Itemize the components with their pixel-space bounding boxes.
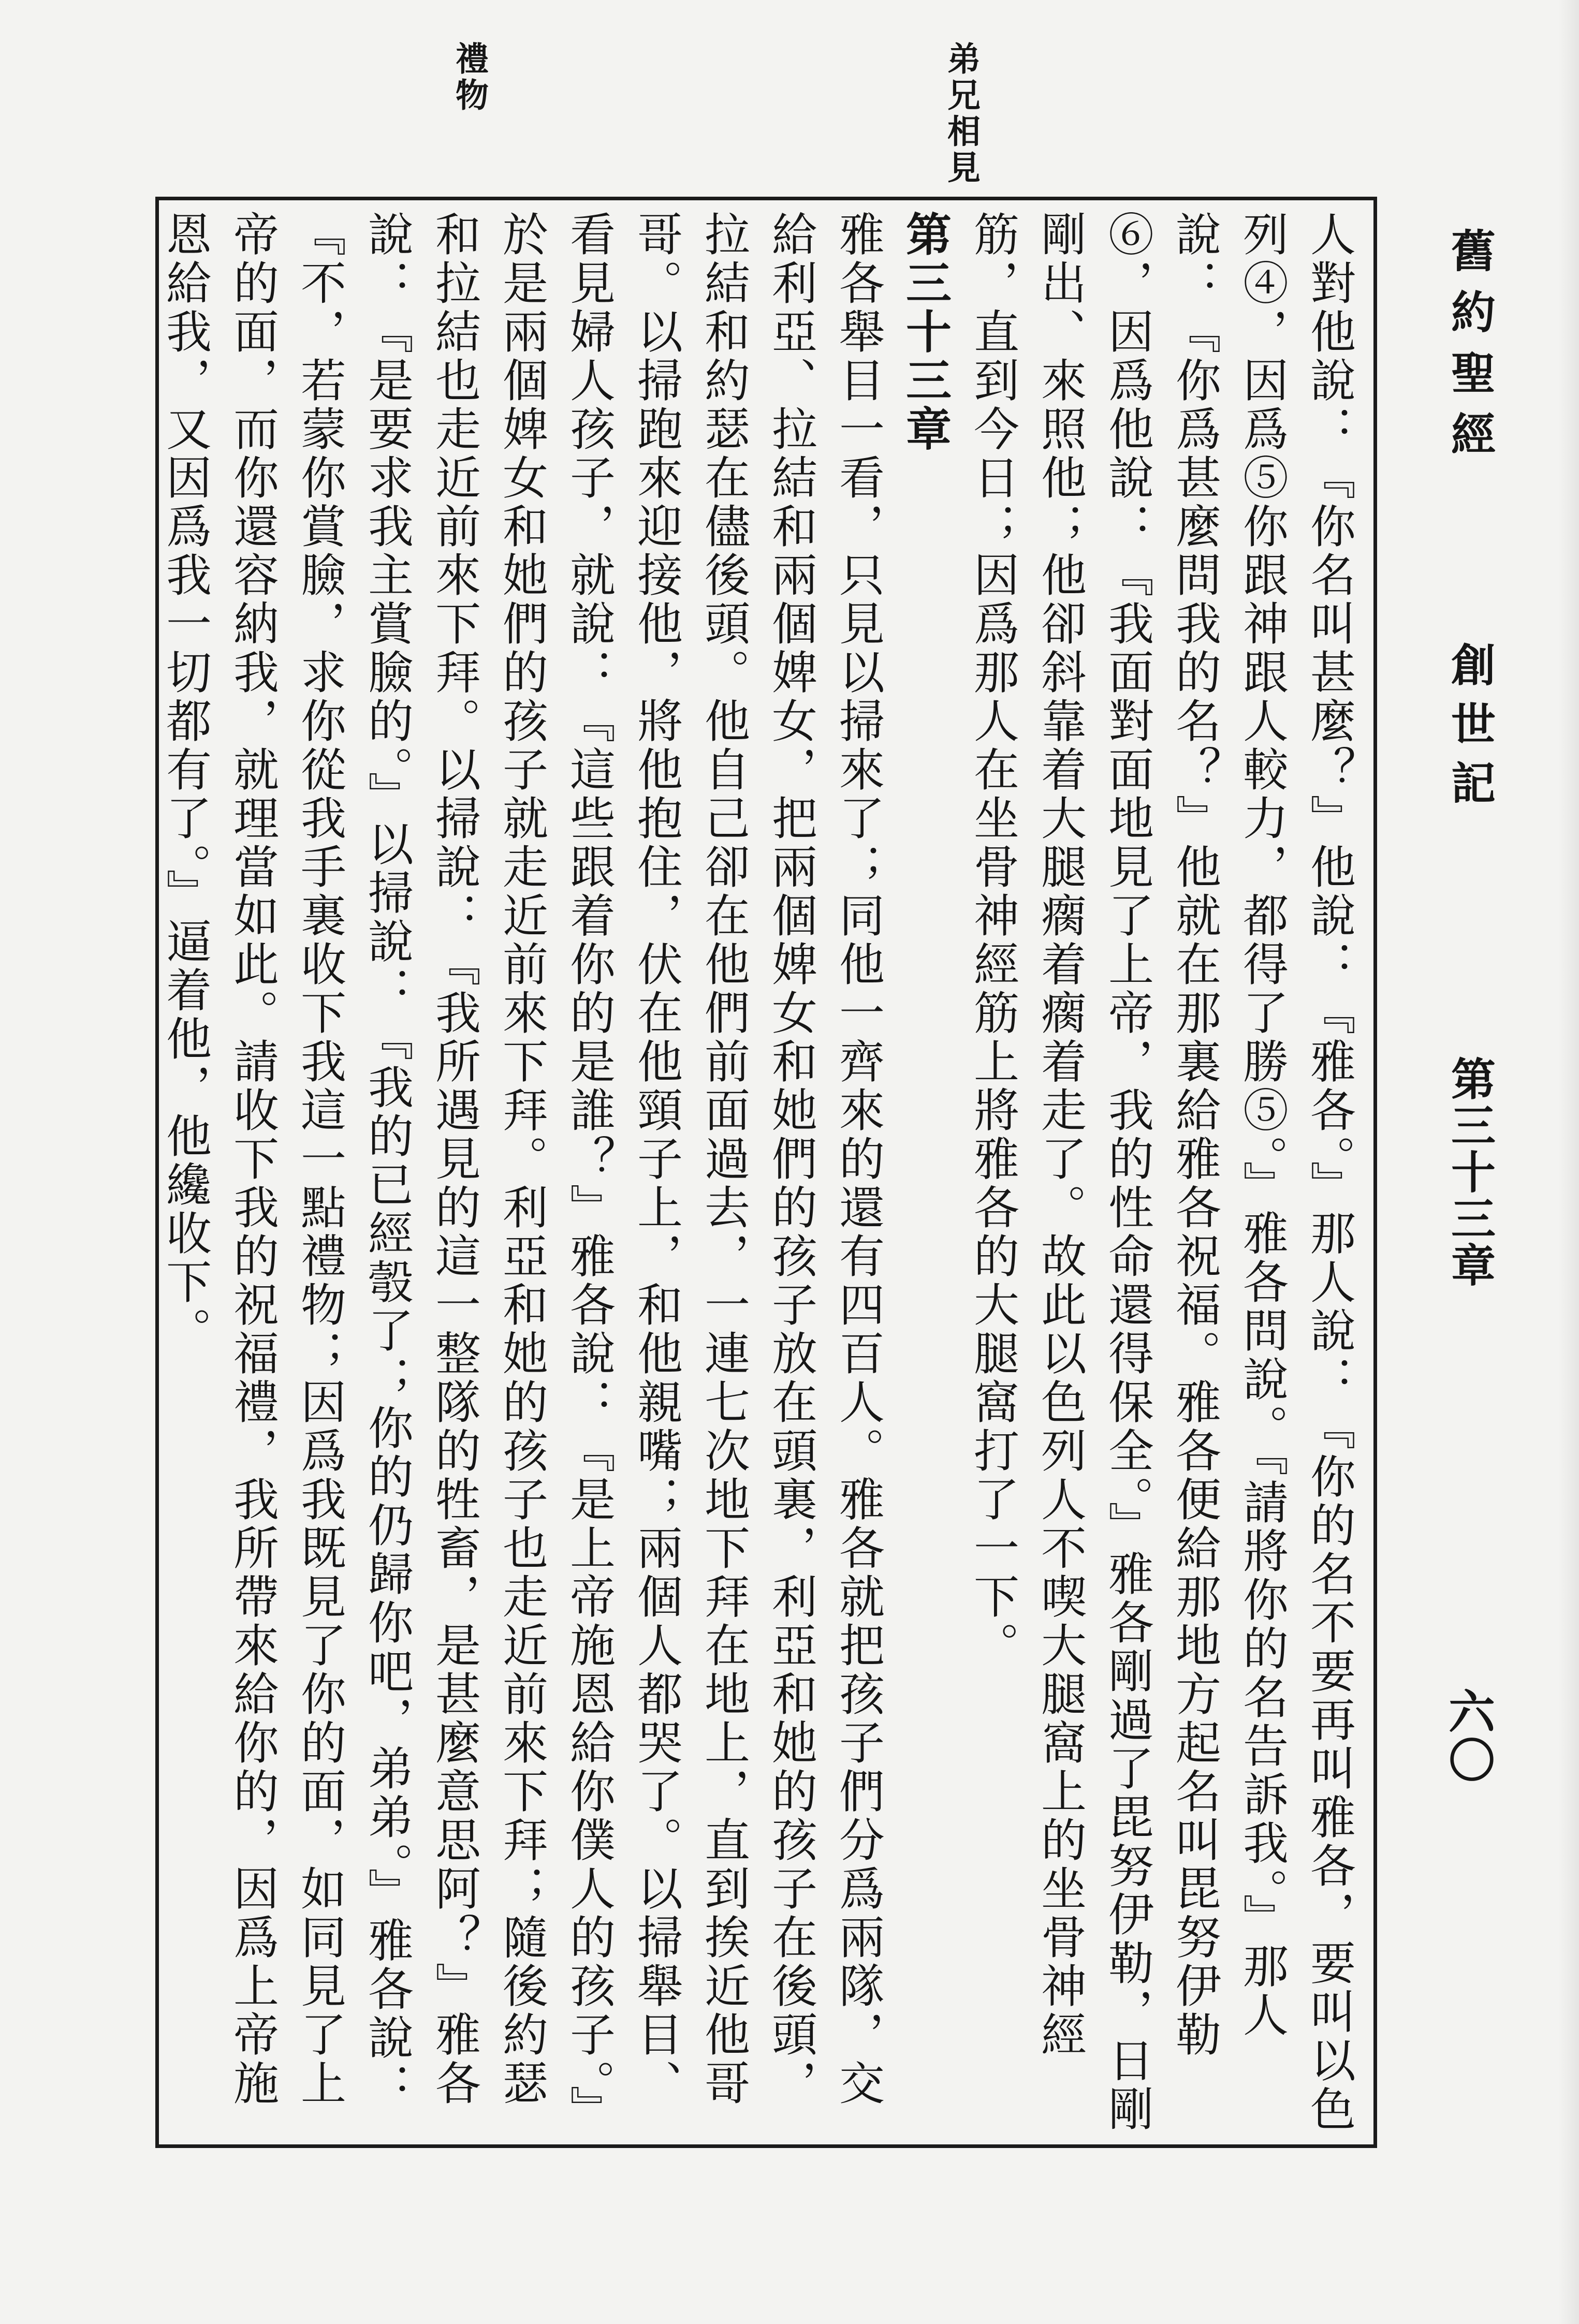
scripture-body (152, 211, 1363, 2136)
text-frame (155, 197, 1377, 2148)
topic-heading-gifts: 禮物 (450, 41, 489, 114)
running-title: 舊約聖經 (1443, 228, 1496, 472)
book-name: 創世記 (1443, 642, 1496, 819)
topic-heading-brothers-meet: 弟兄相見 (942, 41, 981, 186)
scripture-paragraph: 雅各舉目一看，只見以掃來了；同他一齊來的還有四百人。雅各就把孩子們分爲兩隊，交給利亞、拉結和兩個婢女，把兩個婢女和她們的孩子放在頭裏，利亞和她的孩子在後頭，拉結和約瑟在儘後頭。他自己卻在他們前面過去，一連七次地下拜在地上，直到挨近他哥哥。以掃跑來迎接他，將他抱住，伏在他頸子上，和他親嘴；兩個人都哭了。以掃舉目、看見婦人孩子，就說：『這些跟着你的是誰？』雅各說：『是上帝施恩給你僕人的孩子。』於是兩個婢女和她們的孩子就走近前來下拜。利亞和她的孩子也走近前來下拜；隨後約瑟和拉結也走近前來下拜。以掃說：『我所遇見的這一整隊的牲畜，是甚麼意思阿？』雅各說：『是要求我主賞臉的。』以掃說：『我的已經彀了；你的仍歸你吧，弟弟。』雅各說：『不，若蒙你賞臉，求你從我手裏收下我這一點禮物；因爲我既見了你的面，如同見了上帝的面，而你還容納我，就理當如此。請收下我的祝福禮，我所帶來給你的，因爲上帝施恩給我，又因爲我一切都有了。』逼着他，他纔收下。 (159, 211, 885, 2134)
scripture-paragraph: 人對他說：『你名叫甚麼？』他說：『雅各。』那人說：『你的名不要再叫雅各，要叫以色列④，因爲⑤你跟神跟人較力，都得了勝⑤。』雅各問說。『請將你的名告訴我。』那人說：『你爲甚麼問我的名？』他就在那裏給雅各祝福。雅各便給那地方起名叫毘努伊勒⑥，因爲他說：『我面對面地見了上帝，我的性命還得保全。』雅各剛過了毘努伊勒，日剛剛出、來照他；他卻斜靠着大腿瘸着瘸着走了。故此以色列人不喫大腿窩上的坐骨神經筋，直到今日；因爲那人在坐骨神經筋上將雅各的大腿窩打了一下。 (967, 211, 1356, 2134)
chapter-heading: 第三十三章 (899, 211, 953, 454)
chapter-label: 第三十三章 (1443, 1056, 1496, 1289)
page-number: 六〇 (1440, 1687, 1495, 1785)
